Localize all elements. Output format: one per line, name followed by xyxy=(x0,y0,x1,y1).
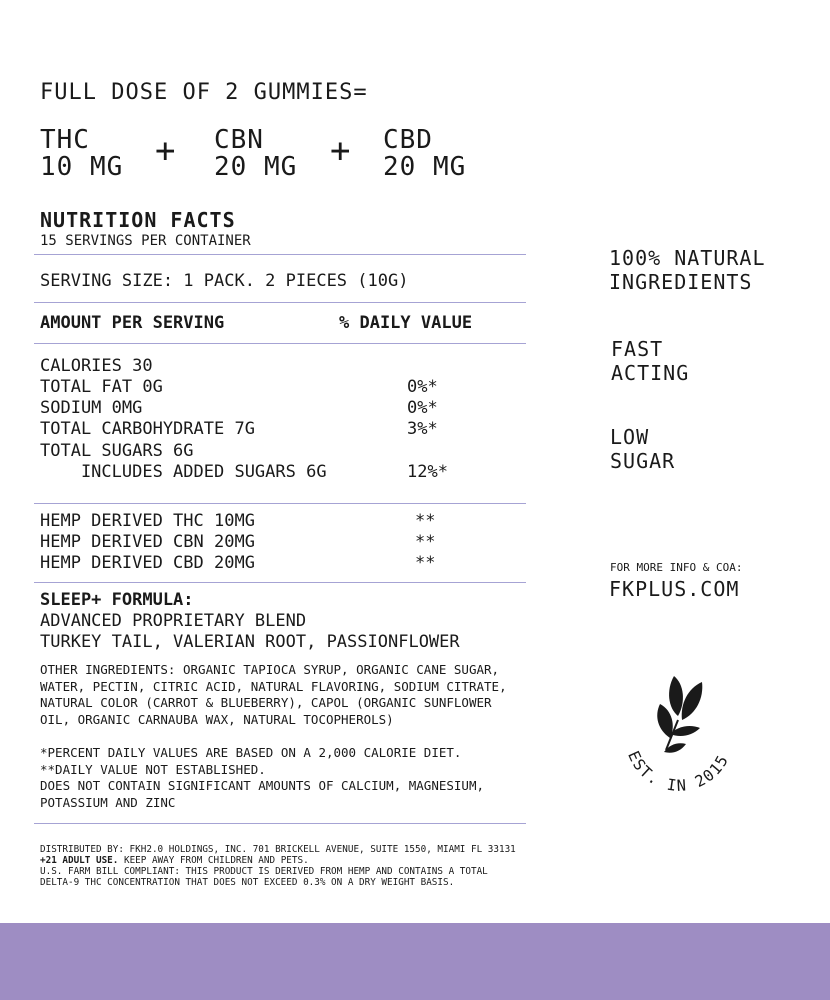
hemp-row: HEMP DERIVED CBD 20MG xyxy=(40,553,255,573)
nutrition-facts-title: NUTRITION FACTS xyxy=(40,208,236,232)
divider xyxy=(34,823,526,824)
cbd-name: CBD xyxy=(383,125,433,155)
claim-line: ACTING xyxy=(611,361,690,385)
footnotes xyxy=(40,745,484,811)
adult-use-line xyxy=(40,855,516,866)
website-url: FKPLUS.COM xyxy=(609,577,740,601)
nutrient-row: CALORIES 30 xyxy=(40,356,153,376)
farm-bill-line: DELTA-9 THC CONCENTRATION THAT DOES NOT EXCEED 0.3% ON A DRY WEIGHT BASIS. xyxy=(40,877,455,888)
cbn-name: CBN xyxy=(214,125,264,155)
claim-line: 100% NATURAL xyxy=(609,246,766,270)
claim-line: FAST xyxy=(611,337,664,361)
thc-dose xyxy=(40,127,123,181)
daily-value-header: % DAILY VALUE xyxy=(339,313,473,333)
formula-herbs: TURKEY TAIL, VALERIAN ROOT, PASSIONFLOWER xyxy=(40,632,460,652)
ingredients-line: WATER, PECTIN, CITRIC ACID, NATURAL FLAVORING, SODIUM CITRATE, xyxy=(40,678,507,694)
footnote-line: *PERCENT DAILY VALUES ARE BASED ON A 2,000 CALORIE DIET. xyxy=(40,745,462,760)
footer-color-band xyxy=(0,923,830,1000)
plus-sign: + xyxy=(330,131,351,171)
formula-title: SLEEP+ FORMULA: xyxy=(40,590,194,610)
nutrient-dv: 3%* xyxy=(407,419,438,439)
hemp-dv: ** xyxy=(415,511,436,531)
hemp-dv: ** xyxy=(415,532,436,552)
nutrient-dv: 12%* xyxy=(407,462,448,482)
nutrient-dv: 0%* xyxy=(407,377,438,397)
distributor-line: DISTRIBUTED BY: FKH2.0 HOLDINGS, INC. 701 BRICKELL AVENUE, SUITE 1550, MIAMI FL 33131 xyxy=(40,844,516,855)
ingredients-line: NATURAL COLOR (CARROT & BLUEBERRY), CAPOL (ORGANIC SUNFLOWER xyxy=(40,695,492,710)
nutrient-row: TOTAL CARBOHYDRATE 7G xyxy=(40,419,255,439)
legal-text xyxy=(40,844,516,888)
nutrient-row: TOTAL SUGARS 6G xyxy=(40,441,194,461)
svg-text:EST. IN 2015 xyxy=(624,748,732,795)
divider xyxy=(34,503,526,504)
hemp-dv: ** xyxy=(415,553,436,573)
brand-logo xyxy=(612,668,742,798)
nutrient-dv: 0%* xyxy=(407,398,438,418)
claim-line: SUGAR xyxy=(610,449,676,473)
plus-sign: + xyxy=(155,131,176,171)
dose-title: FULL DOSE OF 2 GUMMIES= xyxy=(40,80,368,105)
claim-line: LOW xyxy=(610,425,650,449)
est-text: EST. IN 2015 xyxy=(624,748,733,795)
more-info-label: FOR MORE INFO & COA: xyxy=(610,561,743,574)
thc-name: THC xyxy=(40,125,90,155)
hemp-row: HEMP DERIVED THC 10MG xyxy=(40,511,255,531)
footnote-line: POTASSIUM AND ZINC xyxy=(40,794,176,810)
thc-amount: 10 MG xyxy=(40,152,124,182)
cbn-dose xyxy=(214,127,297,181)
claim-low-sugar xyxy=(610,425,675,473)
servings-per-container: 15 SERVINGS PER CONTAINER xyxy=(40,233,251,249)
ingredients-line: OTHER INGREDIENTS: ORGANIC TAPIOCA SYRUP, ORGANIC CANE SUGAR, xyxy=(40,662,500,677)
farm-bill-line: U.S. FARM BILL COMPLIANT: THIS PRODUCT IS DERIVED FROM HEMP AND CONTAINS A TOTAL xyxy=(40,866,488,877)
other-ingredients xyxy=(40,662,507,728)
serving-size: SERVING SIZE: 1 PACK. 2 PIECES (10G) xyxy=(40,271,409,291)
divider xyxy=(34,343,526,344)
formula-blend: ADVANCED PROPRIETARY BLEND xyxy=(40,611,307,631)
adult-use-warning: KEEP AWAY FROM CHILDREN AND PETS. xyxy=(118,855,309,866)
claim-line: INGREDIENTS xyxy=(609,270,753,294)
cbd-amount: 20 MG xyxy=(383,152,467,182)
claim-fast xyxy=(611,337,689,385)
footnote-line: **DAILY VALUE NOT ESTABLISHED. xyxy=(40,761,266,777)
nutrient-row: SODIUM 0MG xyxy=(40,398,143,418)
divider xyxy=(34,582,526,583)
cbn-amount: 20 MG xyxy=(214,152,298,182)
hemp-row: HEMP DERIVED CBN 20MG xyxy=(40,532,255,552)
leaf-sprig-icon xyxy=(657,676,702,753)
footnote-line: DOES NOT CONTAIN SIGNIFICANT AMOUNTS OF CALCIUM, MAGNESIUM, xyxy=(40,778,485,793)
divider xyxy=(34,254,526,255)
amount-per-serving-header: AMOUNT PER SERVING xyxy=(40,313,225,333)
nutrient-row: TOTAL FAT 0G xyxy=(40,377,163,397)
adult-use-label: +21 ADULT USE. xyxy=(40,855,119,866)
claim-natural xyxy=(609,246,766,294)
cbd-dose xyxy=(383,127,466,181)
divider xyxy=(34,302,526,303)
ingredients-line: OIL, ORGANIC CARNAUBA WAX, NATURAL TOCOPHEROLS) xyxy=(40,711,394,727)
nutrient-row: INCLUDES ADDED SUGARS 6G xyxy=(40,462,327,482)
